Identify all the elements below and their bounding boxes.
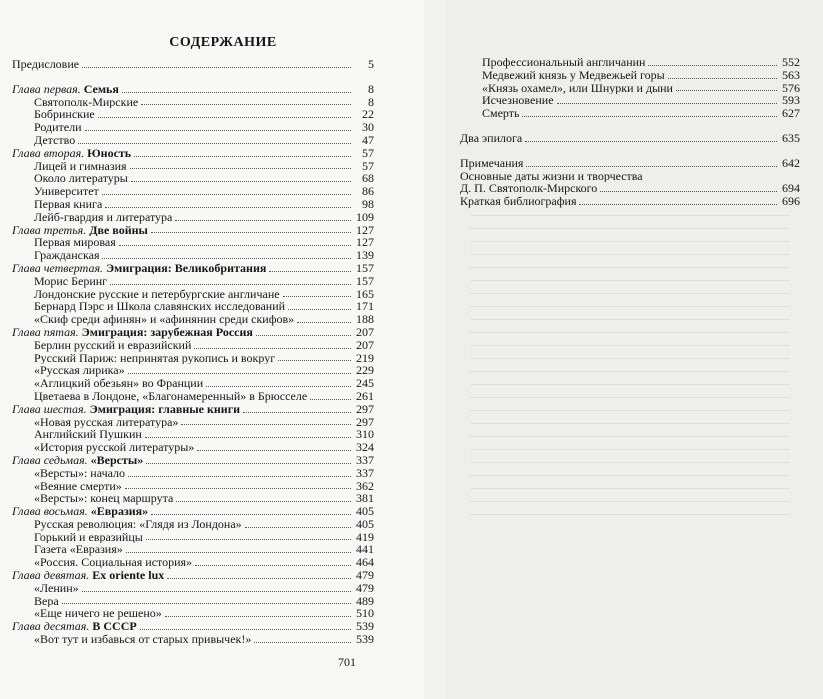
dot-leader [145, 437, 351, 438]
toc-entry[interactable] [12, 249, 374, 262]
toc-entry[interactable] [12, 96, 374, 109]
toc-page-number: 261 [356, 388, 374, 403]
dot-leader [141, 104, 351, 105]
toc-page-number: 47 [362, 132, 374, 147]
chapter-name: «Версты» [90, 453, 144, 467]
toc-entry-title: «Еще ничего не решено» [34, 607, 162, 621]
toc-entry-title: «Веяние смерти» [34, 479, 122, 493]
dot-leader [525, 141, 777, 142]
toc-entry[interactable] [12, 313, 374, 326]
toc-entry[interactable] [12, 198, 374, 211]
dot-leader [181, 424, 351, 425]
dot-leader [600, 191, 777, 192]
chapter-number: Глава пятая. [12, 325, 79, 339]
toc-right-column [460, 56, 800, 208]
toc-page-number: 552 [782, 55, 800, 69]
dot-leader [85, 130, 351, 131]
toc-entry[interactable] [460, 69, 800, 82]
dot-leader [105, 207, 351, 208]
toc-entry[interactable] [12, 352, 374, 365]
toc-entry[interactable] [12, 416, 374, 429]
dot-leader [128, 476, 351, 477]
chapter-name: Юность [87, 146, 132, 160]
toc-entry-title [12, 454, 143, 467]
toc-entry[interactable] [12, 492, 374, 505]
toc-entry[interactable] [12, 300, 374, 313]
toc-entry-title [12, 262, 266, 275]
dot-leader [526, 166, 777, 167]
toc-entry-title: Первая мировая [34, 236, 116, 250]
toc-entry[interactable] [12, 160, 374, 173]
toc-chapter-entry[interactable] [12, 620, 374, 633]
toc-entry[interactable] [460, 132, 800, 145]
dot-leader [557, 103, 777, 104]
toc-page-number: 627 [782, 106, 800, 121]
chapter-name: Семья [83, 82, 119, 96]
toc-page-number: 576 [782, 80, 800, 95]
toc-chapter-entry[interactable] [12, 224, 374, 237]
toc-page-number: 297 [356, 401, 374, 416]
toc-entry-title: Гражданская [34, 249, 100, 262]
toc-entry-title: Бернард Пэрс и Школа славянских исследований [34, 300, 286, 314]
dot-leader [197, 450, 351, 451]
toc-page-number: 489 [356, 593, 374, 608]
dot-leader [243, 412, 351, 413]
toc-page-number: 139 [356, 248, 374, 263]
toc-entry[interactable] [12, 531, 374, 544]
dot-leader [195, 565, 351, 566]
toc-entry-title: Морис Беринг [34, 274, 108, 288]
toc-page-number: 593 [782, 93, 800, 108]
toc-entry-title [12, 505, 148, 518]
toc-entry-title: Газета «Евразия» [34, 543, 123, 557]
chapter-name: Две войны [89, 223, 148, 237]
dot-leader [310, 399, 351, 400]
toc-chapter-entry[interactable] [12, 454, 374, 467]
toc-entry[interactable] [460, 94, 800, 107]
dot-leader [134, 156, 351, 157]
toc-chapter-entry[interactable] [12, 505, 374, 518]
toc-entry-title: «Россия. Социальная история» [34, 556, 193, 570]
chapter-number: Глава четвертая. [12, 261, 104, 275]
dot-leader [254, 642, 351, 643]
toc-chapter-entry[interactable] [12, 83, 374, 96]
dot-leader [278, 360, 351, 361]
toc-entry[interactable] [12, 556, 374, 569]
toc-entry-title: «Вот тут и избавься от старых привычек!» [34, 633, 252, 646]
toc-page-number: 219 [356, 350, 374, 365]
toc-entry-title: Лицей и гимназия [34, 159, 127, 173]
dot-leader [256, 335, 351, 336]
toc-page-number: 441 [356, 542, 374, 557]
dot-leader [125, 488, 351, 489]
toc-page-number: 127 [356, 222, 374, 237]
dot-leader [206, 386, 351, 387]
toc-page-number: 464 [356, 555, 374, 570]
toc-entry-title: Профессиональный англичанин [482, 56, 646, 69]
toc-entry[interactable] [12, 390, 374, 403]
toc-entry-title: Краткая библиография [460, 195, 577, 208]
toc-entry-title: «Русская лирика» [34, 364, 125, 378]
chapter-number: Глава шестая. [12, 402, 87, 416]
dot-leader [102, 194, 351, 195]
dot-leader [110, 284, 351, 285]
toc-entry-title: «Ленин» [34, 581, 79, 595]
toc-page-number: 635 [782, 130, 800, 145]
toc-page-number: 419 [356, 529, 374, 544]
toc-entry-title [12, 620, 137, 633]
toc-entry[interactable] [12, 441, 374, 454]
toc-entry-title: Бобринские [34, 108, 95, 122]
toc-entry[interactable] [12, 211, 374, 224]
chapter-name: «Евразия» [90, 505, 149, 518]
toc-entry-title [12, 224, 148, 237]
dot-leader [102, 258, 351, 259]
toc-page-number: 86 [362, 184, 374, 199]
toc-chapter-entry[interactable] [12, 403, 374, 416]
toc-page-number: 68 [362, 171, 374, 186]
toc-entry[interactable] [460, 170, 800, 183]
dot-leader [122, 92, 351, 93]
chapter-name: В СССР [92, 620, 137, 634]
toc-entry-title [12, 83, 119, 96]
toc-entry[interactable] [12, 364, 374, 377]
toc-page-number: 479 [356, 568, 374, 583]
toc-entry[interactable] [12, 518, 374, 531]
toc-entry-title: Берлин русский и евразийский [34, 338, 192, 352]
toc-page-number: 245 [356, 376, 374, 391]
toc-page-number: 362 [356, 478, 374, 493]
dot-leader [522, 116, 777, 117]
toc-entry-title: Д. П. Святополк-Мирского [460, 182, 598, 196]
dot-leader [288, 309, 351, 310]
chapter-number: Глава седьмая. [12, 453, 88, 467]
toc-entry-title: «Аглицкий обезьян» во Франции [34, 377, 204, 390]
toc-entry-title: «Новая русская литература» [34, 415, 179, 429]
toc-entry-title: «Скиф среди афинян» и «афинянин среди скифов» [34, 313, 295, 326]
toc-entry[interactable] [12, 236, 374, 249]
toc-entry-title: Лондонские русские и петербургские англичане [34, 287, 280, 301]
dot-leader [82, 67, 351, 68]
toc-page-number: 30 [362, 120, 374, 135]
dot-leader [668, 78, 777, 79]
toc-entry[interactable] [460, 107, 800, 120]
dot-leader [128, 373, 351, 374]
toc-entry[interactable] [12, 428, 374, 441]
toc-page-number: 479 [356, 580, 374, 595]
toc-entry-title [12, 569, 164, 582]
page-number: 701 [338, 655, 356, 669]
toc-entry-title: Два эпилога [460, 131, 523, 145]
toc-entry[interactable] [460, 82, 800, 95]
chapter-number: Глава первая. [12, 82, 81, 96]
toc-entry[interactable] [12, 339, 374, 352]
toc-page-number: 229 [356, 363, 374, 378]
toc-chapter-entry[interactable] [12, 262, 374, 275]
toc-page-number: 8 [368, 94, 374, 109]
dot-leader [126, 552, 351, 553]
toc-entry-title: Святополк-Мирские [34, 95, 139, 109]
dot-leader [579, 204, 777, 205]
toc-entry-title: Университет [34, 185, 99, 198]
toc-entry[interactable] [12, 607, 374, 620]
toc-entry-title: Родители [34, 121, 82, 134]
toc-page-number: 171 [356, 299, 374, 314]
toc-left-column [12, 58, 374, 646]
dot-leader [98, 117, 351, 118]
toc-chapter-entry[interactable] [12, 569, 374, 582]
toc-page-number: 8 [368, 81, 374, 96]
toc-entry[interactable] [460, 56, 800, 69]
dot-leader [283, 296, 351, 297]
toc-chapter-entry[interactable] [12, 147, 374, 160]
dot-leader [78, 143, 351, 144]
dot-leader [131, 181, 351, 182]
toc-page-number: 57 [362, 145, 374, 160]
toc-entry-title [12, 403, 240, 416]
chapter-name: Ex oriente lux [92, 569, 165, 582]
toc-entry[interactable] [12, 275, 374, 288]
toc-entry[interactable] [12, 185, 374, 198]
toc-page-number: 157 [356, 260, 374, 275]
toc-page-number: 642 [782, 155, 800, 170]
toc-entry[interactable] [12, 134, 374, 147]
toc-entry-title: Горький и евразийцы [34, 530, 143, 544]
toc-entry[interactable] [12, 467, 374, 480]
toc-entry-title [12, 147, 131, 160]
toc-page-number: 5 [368, 57, 374, 71]
toc-entry-title: Примечания [460, 156, 524, 170]
toc-entry-title: Детство [34, 133, 76, 147]
toc-entry-title: Первая книга [34, 197, 103, 211]
toc-entry[interactable] [12, 582, 374, 595]
chapter-number: Глава десятая. [12, 620, 90, 634]
contents-title: СОДЕРЖАНИЕ [169, 35, 277, 50]
dot-leader [245, 527, 351, 528]
chapter-number: Глава вторая. [12, 146, 85, 160]
toc-page-number: 539 [356, 619, 374, 634]
chapter-name: Эмиграция: зарубежная Россия [81, 325, 253, 339]
toc-page-number: 57 [362, 158, 374, 173]
toc-page-number: 696 [782, 194, 800, 209]
toc-entry[interactable] [12, 288, 374, 301]
toc-entry[interactable] [12, 595, 374, 608]
toc-page-number: 310 [356, 427, 374, 442]
toc-entry-title: Медвежий князь у Медвежьей горы [482, 68, 665, 82]
toc-page-number: 405 [356, 516, 374, 531]
toc-page-number: 510 [356, 606, 374, 621]
toc-entry-title: Предисловие [12, 58, 80, 71]
toc-entry-title: «Версты»: начало [34, 466, 126, 480]
toc-page-number: 337 [356, 465, 374, 480]
dot-leader [167, 578, 351, 579]
toc-page-number: 165 [356, 286, 374, 301]
toc-entry-title: Английский Пушкин [34, 428, 142, 442]
toc-entry-title: «История русской литературы» [34, 441, 195, 454]
chapter-name: Эмиграция: главные книги [89, 402, 241, 416]
toc-entry-title [12, 326, 253, 339]
toc-entry[interactable] [12, 58, 374, 71]
dot-leader [146, 463, 351, 464]
toc-page-number: 188 [356, 312, 374, 327]
toc-page-number: 109 [356, 209, 374, 224]
toc-entry-title: Смерть [482, 107, 520, 120]
toc-page-number: 563 [782, 67, 800, 82]
toc-entry[interactable] [12, 633, 374, 646]
dot-leader [146, 539, 351, 540]
toc-entry[interactable] [12, 480, 374, 493]
toc-entry[interactable] [460, 157, 800, 170]
toc-entry-title: Основные даты жизни и творчества [460, 169, 643, 183]
toc-entry-title: «Князь охамел», или Шнурки и дыни [482, 81, 673, 95]
toc-entry-title: Исчезновение [482, 94, 554, 108]
toc-entry-title: Цветаева в Лондоне, «Благонамеренный» в Брюсселе [34, 389, 308, 403]
dot-leader [176, 501, 351, 502]
toc-page-number: 381 [356, 491, 374, 506]
toc-entry-title: Русский Париж: непринятая рукопись и вокруг [34, 351, 276, 365]
toc-page-number: 694 [782, 181, 800, 196]
toc-page-number: 207 [356, 337, 374, 352]
dot-leader [130, 168, 351, 169]
toc-entry-title: Вера [34, 594, 59, 608]
toc-entry[interactable] [12, 121, 374, 134]
dot-leader [194, 348, 351, 349]
toc-entry[interactable] [460, 182, 800, 195]
chapter-number: Глава девятая. [12, 569, 90, 582]
dot-leader [151, 514, 351, 515]
dot-leader [119, 245, 351, 246]
dot-leader [140, 629, 351, 630]
dot-leader [62, 603, 351, 604]
toc-page-number: 157 [356, 273, 374, 288]
toc-page-number: 539 [356, 632, 374, 647]
toc-entry-title: «Версты»: конец маршрута [34, 492, 174, 506]
toc-page-number: 207 [356, 324, 374, 339]
toc-chapter-entry[interactable] [12, 326, 374, 339]
dot-leader [82, 591, 351, 592]
chapter-number: Глава третья. [12, 223, 87, 237]
toc-entry[interactable] [12, 172, 374, 185]
dot-leader [297, 322, 351, 323]
dot-leader [151, 232, 351, 233]
toc-entry-title: Около литературы [34, 172, 128, 186]
toc-page-number: 22 [362, 107, 374, 122]
toc-entry[interactable] [12, 377, 374, 390]
chapter-name: Эмиграция: Великобритания [106, 261, 267, 275]
toc-entry-title: Русская революция: «Глядя из Лондона» [34, 517, 242, 531]
chapter-number: Глава восьмая. [12, 505, 88, 518]
toc-page-number: 337 [356, 452, 374, 467]
dot-leader [648, 65, 777, 66]
toc-entry[interactable] [12, 543, 374, 556]
toc-page-number: 127 [356, 235, 374, 250]
toc-page-number: 98 [362, 196, 374, 211]
toc-page-number: 324 [356, 440, 374, 455]
dot-leader [269, 271, 351, 272]
dot-leader [676, 90, 777, 91]
dot-leader [165, 616, 351, 617]
toc-page-number: 297 [356, 414, 374, 429]
dot-leader [175, 220, 351, 221]
toc-entry[interactable] [12, 108, 374, 121]
toc-entry[interactable] [460, 195, 800, 208]
toc-page-number: 405 [356, 504, 374, 519]
toc-entry-title: Лейб-гвардия и литература [34, 210, 173, 224]
